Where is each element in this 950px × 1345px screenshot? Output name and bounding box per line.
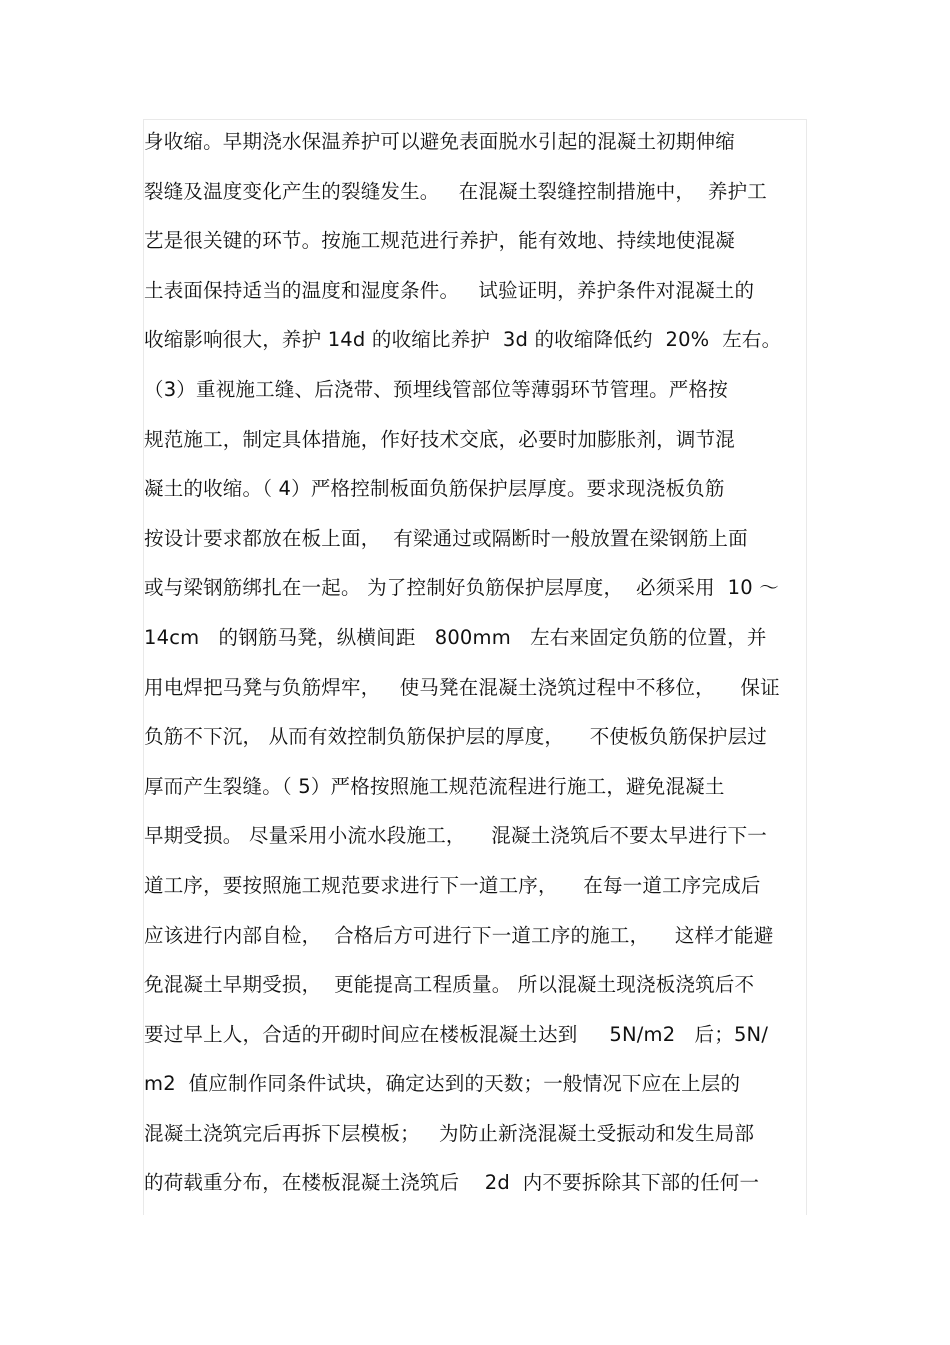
text-line: 收缩影响很大，养护 14d 的收缩比养护 3d 的收缩降低约 20% 左右。 <box>144 328 782 352</box>
text-line: 或与梁钢筋绑扎在一起。 为了控制好负筋保护层厚度， 必须采用 10 ～ <box>144 576 779 600</box>
text-line: 早期受损。 尽量采用小流水段施工， 混凝土浇筑后不要太早进行下一 <box>144 824 767 848</box>
text-line: 道工序，要按照施工规范要求进行下一道工序， 在每一道工序完成后 <box>144 873 761 897</box>
text-line: 要过早上人，合适的开砌时间应在楼板混凝土达到 5N/m2 后；5N/ <box>144 1022 769 1046</box>
body-text <box>144 117 808 1208</box>
text-line: 土表面保持适当的温度和湿度条件。 试验证明，养护条件对混凝土的 <box>144 278 755 302</box>
text-line: 用电焊把马凳与负筋焊牢， 使马凳在混凝土浇筑过程中不移位， 保证 <box>144 675 780 699</box>
text-line: m2 值应制作同条件试块，确定达到的天数；一般情况下应在上层的 <box>144 1072 741 1096</box>
text-line: 裂缝及温度变化产生的裂缝发生。 在混凝土裂缝控制措施中， 养护工 <box>144 179 767 203</box>
text-line: 规范施工，制定具体措施，作好技术交底，必要时加膨胀剂，调节混 <box>144 427 736 451</box>
text-line: 14cm 的钢筋马凳，纵横间距 800mm 左右来固定负筋的位置，并 <box>144 625 767 649</box>
text-line: 的荷载重分布，在楼板混凝土浇筑后 2d 内不要拆除其下部的任何一 <box>144 1171 760 1195</box>
text-line: （3）重视施工缝、后浇带、预埋线管部位等薄弱环节管理。严格按 <box>144 377 728 401</box>
text-line: 应该进行内部自检， 合格后方可进行下一道工序的施工， 这样才能避 <box>144 923 774 947</box>
text-line: 艺是很关键的环节。按施工规范进行养护，能有效地、持续地使混凝 <box>144 229 736 253</box>
text-line: 负筋不下沉， 从而有效控制负筋保护层的厚度， 不使板负筋保护层过 <box>144 725 767 749</box>
text-line: 混凝土浇筑完后再拆下层模板； 为防止新浇混凝土受振动和发生局部 <box>144 1121 755 1145</box>
text-line: 免混凝土早期受损， 更能提高工程质量。 所以混凝土现浇板浇筑后不 <box>144 973 755 997</box>
text-line: 凝土的收缩。（ 4）严格控制板面负筋保护层厚度。要求现浇板负筋 <box>144 477 725 501</box>
text-line: 厚而产生裂缝。（ 5）严格按照施工规范流程进行施工，避免混凝土 <box>144 774 725 798</box>
text-line: 按设计要求都放在板上面， 有梁通过或隔断时一般放置在梁钢筋上面 <box>144 526 748 550</box>
text-line: 身收缩。早期浇水保温养护可以避免表面脱水引起的混凝土初期伸缩 <box>144 130 736 153</box>
